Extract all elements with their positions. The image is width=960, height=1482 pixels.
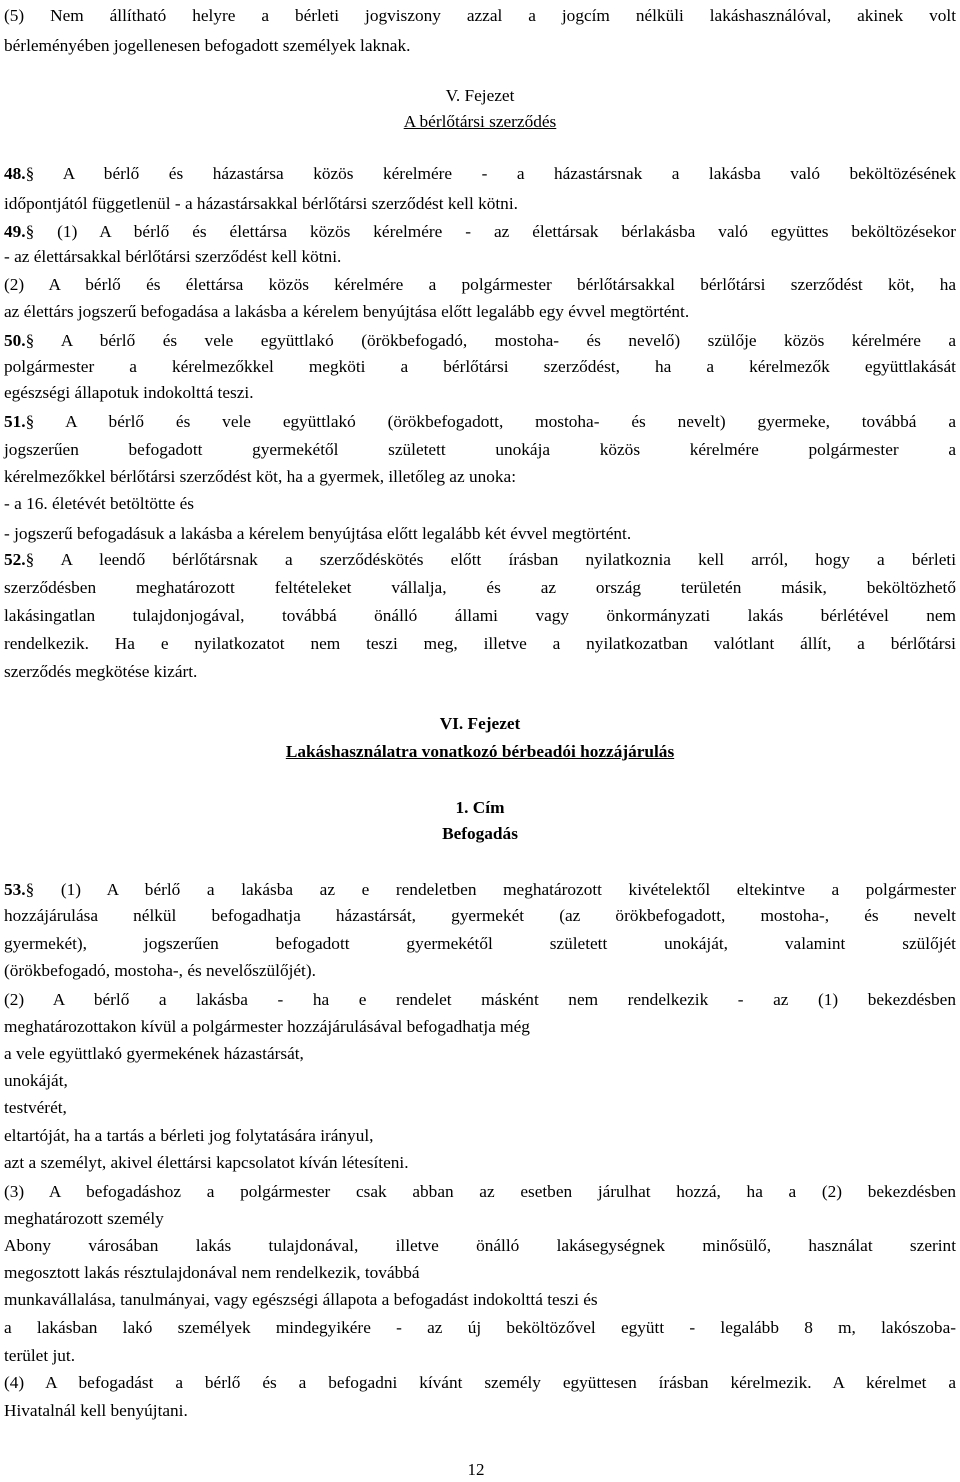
text-line: [4, 245, 956, 269]
text-line: [4, 410, 956, 434]
line-text: (5) Nem állítható helyre a bérleti jogviszony azzal a jogcím nélküli lakáshasználóval, akinek volt: [4, 6, 956, 25]
text-line: [4, 1371, 956, 1395]
line-text: Lakáshasználatra vonatkozó bérbeadói hozzájárulás: [285, 742, 675, 761]
text-line: [4, 1288, 956, 1312]
line-text: azt a személyt, akivel élettársi kapcsolatot kíván létesíteni.: [4, 1153, 409, 1172]
text-line: [4, 904, 956, 928]
line-text: terület jut.: [4, 1346, 76, 1365]
line-text: (2) A bérlő és élettársa közös kérelmére a polgármester bérlőtársakkal bérlőtársi szerződést köt, ha: [4, 275, 956, 294]
text-line: [4, 548, 956, 572]
section-sign: §: [25, 331, 35, 350]
line-text: - a 16. életévét betöltötte és: [4, 494, 195, 513]
line-text: 1. Cím: [455, 798, 505, 817]
section-sign: §: [25, 550, 35, 569]
line-text: egészségi állapotuk indokolttá teszi.: [4, 383, 254, 402]
line-text: unokáját,: [4, 1071, 68, 1090]
line-text: megosztott lakás résztulajdonával nem rendelkezik, továbbá: [4, 1263, 420, 1282]
text-line: [4, 632, 956, 656]
page-number: 12: [467, 1460, 485, 1479]
heading-line: [4, 796, 956, 820]
text-line: [4, 988, 956, 1012]
text-line: [4, 878, 956, 902]
section-number: 52.: [4, 550, 26, 569]
section-sign: §: [25, 880, 35, 899]
text-line: [4, 1124, 956, 1148]
text-line: [4, 1261, 956, 1285]
line-text: a vele együttlakó gyermekének házastársát,: [4, 1044, 304, 1063]
line-text: eltartóját, ha a tartás a bérleti jog folytatására irányul,: [4, 1126, 374, 1145]
line-text: testvérét,: [4, 1098, 67, 1117]
heading-line: [4, 84, 956, 108]
line-text: lakásingatlan tulajdonjogával, továbbá önálló állami vagy önkormányzati lakás bérlétével nem: [4, 606, 956, 625]
section-number: 48.: [4, 164, 26, 183]
line-text: A bérlő és házastársa közös kérelmére - a házastársnak a lakásba való beköltözésének: [34, 164, 956, 183]
text-line: [4, 1151, 956, 1175]
text-line: [4, 329, 956, 353]
line-text: A bérlő és vele együttlakó (örökbefogadott, mostoha- és nevelt) gyermeke, továbbá a: [34, 412, 956, 431]
text-line: [4, 192, 956, 216]
text-line: [4, 576, 956, 600]
text-line: [4, 932, 956, 956]
line-text: - az élettársakkal bérlőtársi szerződést kell kötni.: [4, 247, 342, 266]
line-text: (örökbefogadó, mostoha-, és nevelőszülőjét).: [4, 961, 316, 980]
line-text: az élettárs jogszerű befogadása a lakásba a kérelem benyújtása előtt legalább egy évvel megtörtént.: [4, 302, 690, 321]
text-line: [4, 220, 956, 244]
section-number: 51.: [4, 412, 26, 431]
text-line: [4, 660, 956, 684]
line-text: polgármester a kérelmezőkkel megköti a bérlőtársi szerződést, ha a kérelmezők együttlakását: [4, 357, 956, 376]
line-text: (3) A befogadáshoz a polgármester csak abban az esetben járulhat hozzá, ha a (2) bekezdésben: [4, 1182, 956, 1201]
text-line: [4, 162, 956, 186]
heading-line: [4, 822, 956, 846]
line-text: (1) A bérlő a lakásba az e rendeletben meghatározott kivételektől eltekintve a polgármester: [34, 880, 956, 899]
text-line: [4, 1399, 956, 1423]
section-sign: §: [25, 164, 35, 183]
text-line: [4, 1344, 956, 1368]
line-text: Abony városában lakás tulajdonával, illetve önálló lakásegységnek minősülő, használat szerint: [4, 1236, 956, 1255]
line-text: jogszerűen befogadott gyermekétől született unokája közös kérelmére polgármester a: [4, 440, 956, 459]
line-text: (4) A befogadást a bérlő és a befogadni kívánt személy együttesen írásban kérelmezik. A kérelmet a: [4, 1373, 956, 1392]
text-line: [4, 1316, 956, 1340]
text-line: [4, 381, 956, 405]
section-sign: §: [25, 222, 35, 241]
text-line: [4, 1234, 956, 1258]
line-text: szerződésben meghatározott feltételeket vállalja, és az ország területén másik, beköltözhető: [4, 578, 956, 597]
line-text: rendelkezik. Ha e nyilatkozatot nem teszi meg, illetve a nyilatkozatban valótlant állít, a bérlőtársi: [4, 634, 956, 653]
text-line: [4, 465, 956, 489]
section-number: 53.: [4, 880, 26, 899]
line-text: - jogszerű befogadásuk a lakásba a kérelem benyújtása előtt legalább két évvel megtörtént.: [4, 524, 632, 543]
text-line: [4, 1207, 956, 1231]
line-text: meghatározott személy: [4, 1209, 164, 1228]
text-line: [4, 522, 956, 546]
text-line: [4, 438, 956, 462]
heading-line: [4, 712, 956, 736]
text-line: [4, 34, 956, 58]
text-line: [4, 300, 956, 324]
section-sign: §: [25, 412, 35, 431]
heading-line: [4, 110, 956, 134]
text-line: [4, 1096, 956, 1120]
text-line: [4, 604, 956, 628]
line-text: kérelmezőkkel bérlőtársi szerződést köt, ha a gyermek, illetőleg az unoka:: [4, 467, 516, 486]
line-text: szerződés megkötése kizárt.: [4, 662, 198, 681]
text-line: [4, 4, 956, 28]
line-text: A leendő bérlőtársnak a szerződéskötés előtt írásban nyilatkoznia kell arról, hogy a bérleti: [34, 550, 956, 569]
line-text: V. Fejezet: [445, 86, 515, 105]
text-line: [4, 959, 956, 983]
line-text: VI. Fejezet: [439, 714, 521, 733]
text-line: [4, 1180, 956, 1204]
line-text: meghatározottakon kívül a polgármester hozzájárulásával befogadhatja még: [4, 1017, 530, 1036]
line-text: a lakásban lakó személyek mindegyikére - az új beköltözővel együtt - legalább 8 m, lakószoba-: [4, 1318, 956, 1337]
heading-line: [4, 740, 956, 764]
line-text: Hivatalnál kell benyújtani.: [4, 1401, 188, 1420]
text-line: [4, 1015, 956, 1039]
section-number: 50.: [4, 331, 26, 350]
line-text: (1) A bérlő és élettársa közös kérelmére - az élettársak bérlakásba való együttes beköltözésekor: [34, 222, 956, 241]
text-line: [4, 1069, 956, 1093]
line-text: munkavállalása, tanulmányai, vagy egészségi állapota a befogadást indokolttá teszi és: [4, 1290, 598, 1309]
text-line: [4, 1042, 956, 1066]
line-text: gyermekét), jogszerűen befogadott gyermekétől született unokáját, valamint szülőjét: [4, 934, 956, 953]
text-line: [4, 273, 956, 297]
line-text: A bérlőtársi szerződés: [403, 112, 557, 131]
line-text: Befogadás: [442, 824, 518, 843]
line-text: hozzájárulása nélkül befogadhatja házastársát, gyermekét (az örökbefogadott, mostoha-, és nevelt: [4, 906, 956, 925]
text-line: [4, 492, 956, 516]
line-text: (2) A bérlő a lakásba - ha e rendelet másként nem rendelkezik - az (1) bekezdésben: [4, 990, 956, 1009]
line-text: bérleményében jogellenesen befogadott személyek laknak.: [4, 36, 411, 55]
text-line: [4, 355, 956, 379]
section-number: 49.: [4, 222, 26, 241]
line-text: A bérlő és vele együttlakó (örökbefogadó, mostoha- és nevelő) szülője közös kérelmére a: [34, 331, 956, 350]
line-text: időpontjától függetlenül - a házastársakkal bérlőtársi szerződést kell kötni.: [4, 194, 518, 213]
